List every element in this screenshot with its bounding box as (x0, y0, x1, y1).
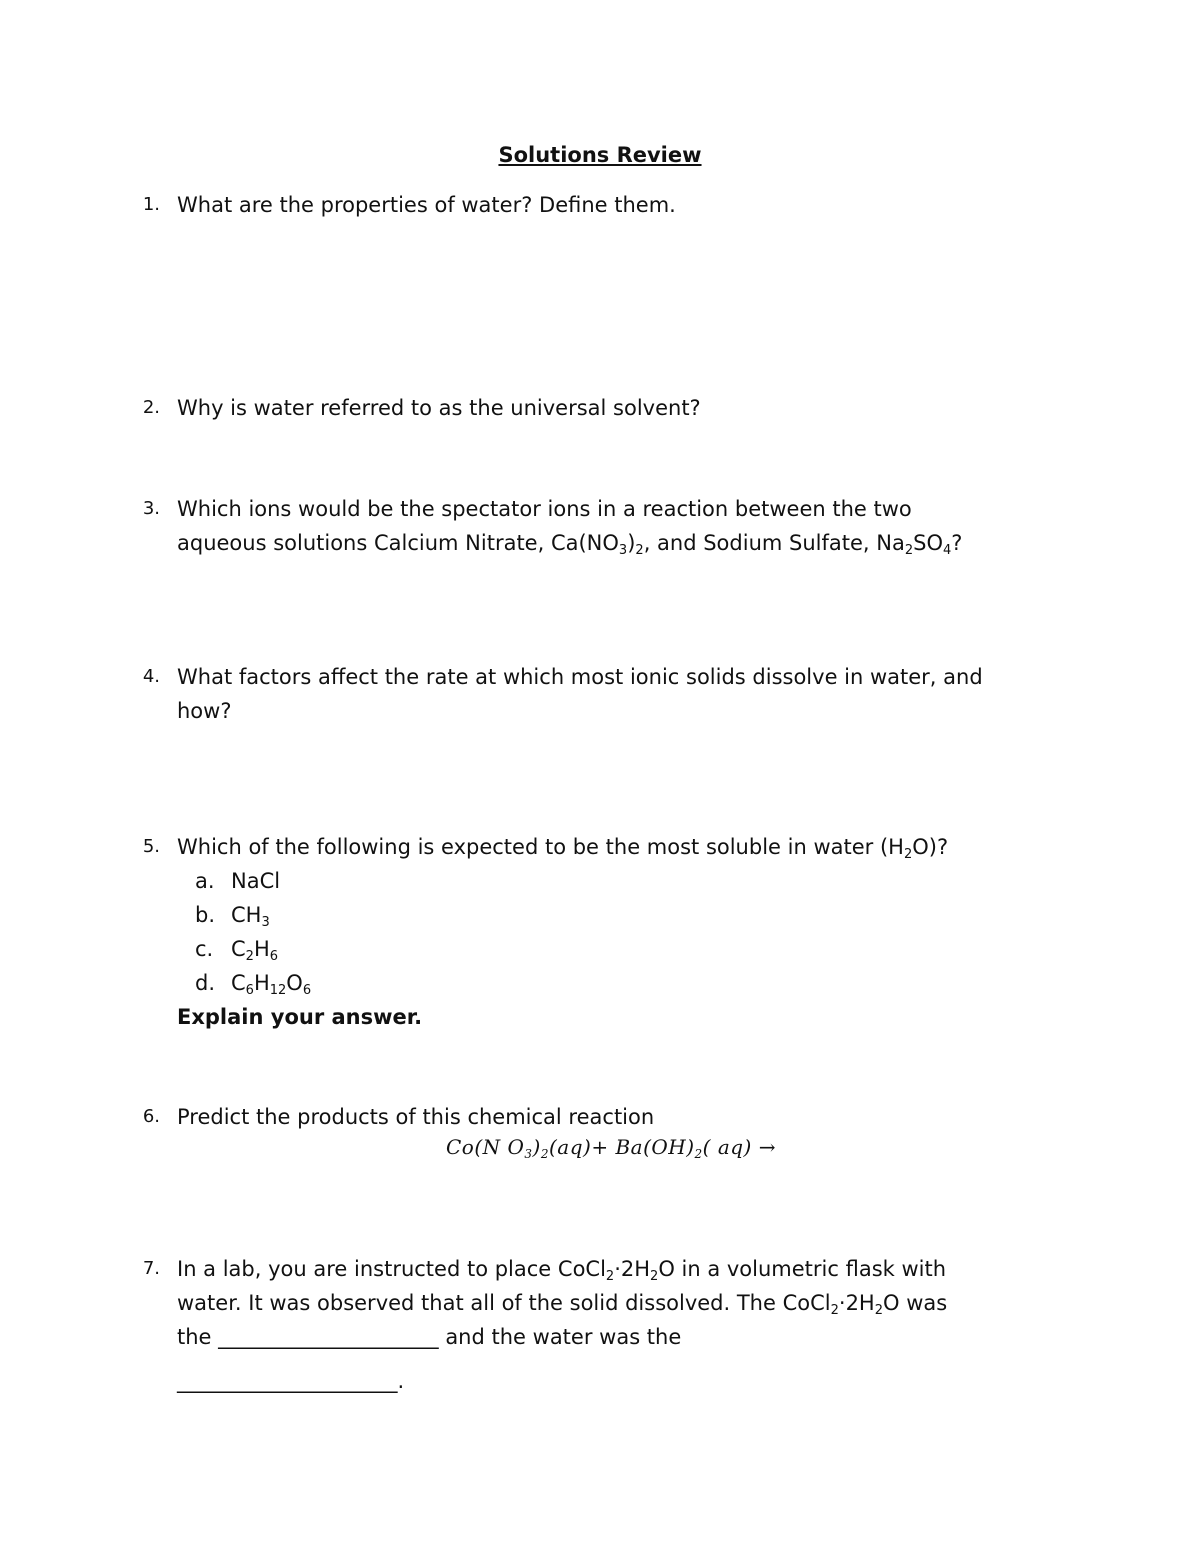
question-text-line2: how? (177, 699, 232, 723)
explain-prompt: Explain your answer. (177, 1005, 423, 1029)
question-text-line2: aqueous solutions Calcium Nitrate, $Ca(NO_3)_2$, and Sodium Sulfate, $Na_2SO_4$? (177, 531, 963, 558)
question-number: 1. (142, 194, 160, 215)
question-number: 4. (142, 666, 160, 687)
question-number: 3. (142, 498, 160, 519)
question-number: 7. (142, 1258, 160, 1279)
question-text: Which ions would be the spectator ions in a reaction between the two (177, 497, 912, 521)
option-c: c. $C_2H_6$ (195, 937, 279, 964)
option-b: b. $CH_3$ (195, 903, 270, 930)
option-d: d. $C_6H_{12}O_6$ (195, 971, 312, 998)
chemical-equation: Co(N $O_3)_2(aq)+ Ba(OH)_2$( aq) → (446, 1135, 776, 1161)
question-text: Why is water referred to as the universal solvent? (177, 396, 701, 420)
question-text: Predict the products of this chemical reaction (177, 1105, 655, 1129)
question-number: 5. (142, 836, 160, 857)
question-text-line2: water. It was observed that all of the solid dissolved. The $CoCl_2\cdot 2H_2O$ was (177, 1291, 948, 1318)
question-number: 2. (142, 397, 160, 418)
question-number: 6. (142, 1106, 160, 1127)
page-title: Solutions Review (498, 143, 702, 167)
question-text: What are the properties of water? Define them. (177, 193, 676, 217)
question-text: In a lab, you are instructed to place $CoCl_2\cdot 2H_2O$ in a volumetric flask with (177, 1257, 947, 1284)
question-text: Which of the following is expected to be the most soluble in water $(H_2O)$? (177, 835, 949, 862)
question-text-line3: the _____________________ and the water was the (177, 1325, 682, 1349)
question-text-line4: _____________________. (177, 1369, 405, 1393)
answer-blank-2[interactable]: _____________________ (177, 1369, 398, 1393)
question-text: What factors affect the rate at which most ionic solids dissolve in water, and (177, 665, 983, 689)
option-a: a. NaCl (195, 869, 281, 893)
answer-blank-1[interactable]: _____________________ (218, 1325, 439, 1349)
